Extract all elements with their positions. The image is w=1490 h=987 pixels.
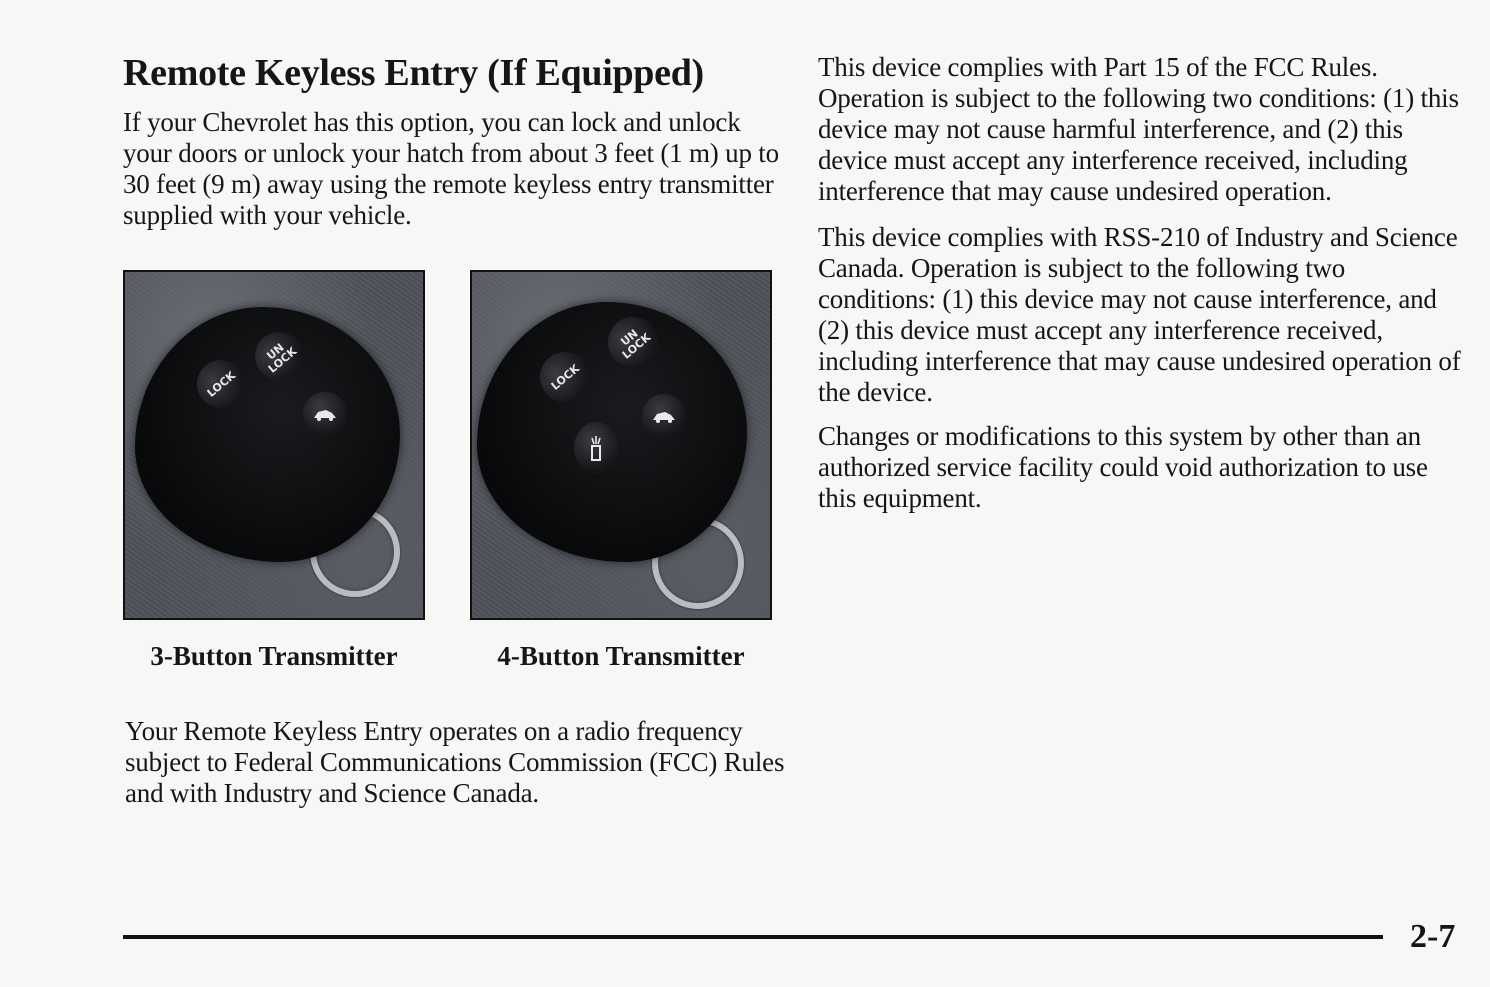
rss-notice-paragraph: This device complies with RSS-210 of Industry and Science Canada. Operation is subject to the following two conditions: (1) this device may not cause interference, and (2) this device must accept any interference received, including interference that may cause undesired operation of the device. [818,222,1461,407]
intro-paragraph: If your Chevrolet has this option, you can lock and unlock your doors or unlock your hatch from about 3 feet (1 m) up to 30 feet (9 m) away using the remote keyless entry transmitter supplied with your vehicle. [123,107,779,230]
hatch-icon [588,434,604,462]
rke-frequency-paragraph: Your Remote Keyless Entry operates on a radio frequency subject to Federal Communications Commission (FCC) Rules and with Industry and Science Canada. [125,716,785,808]
trunk-icon [312,407,338,421]
unlock-button-label: UN LOCK [618,326,654,362]
hatch-button [574,422,618,474]
trunk-button [303,392,347,436]
unlock-button-label: UN LOCK [264,340,300,376]
lock-button-label: LOCK [204,368,238,400]
page-title: Remote Keyless Entry (If Equipped) [123,52,704,94]
changes-notice-paragraph: Changes or modifications to this system by other than an authorized service facility could void authorization to use this equipment. [818,421,1428,513]
three-button-caption: 3-Button Transmitter [150,641,398,671]
trunk-icon [651,409,677,423]
four-button-caption: 4-Button Transmitter [497,641,745,671]
fcc-notice-paragraph: This device complies with Part 15 of the FCC Rules. Operation is subject to the following two conditions: (1) this device may not cause harmful interference, and (2) this device must accept any interference received, including interference that may cause undesired operation. [818,52,1459,206]
three-button-transmitter-photo [123,270,425,620]
footer-rule [123,935,1383,939]
trunk-button [642,394,686,438]
page-number: 2-7 [1410,918,1456,955]
four-button-transmitter-photo [470,270,772,620]
lock-button-label: LOCK [548,361,582,393]
